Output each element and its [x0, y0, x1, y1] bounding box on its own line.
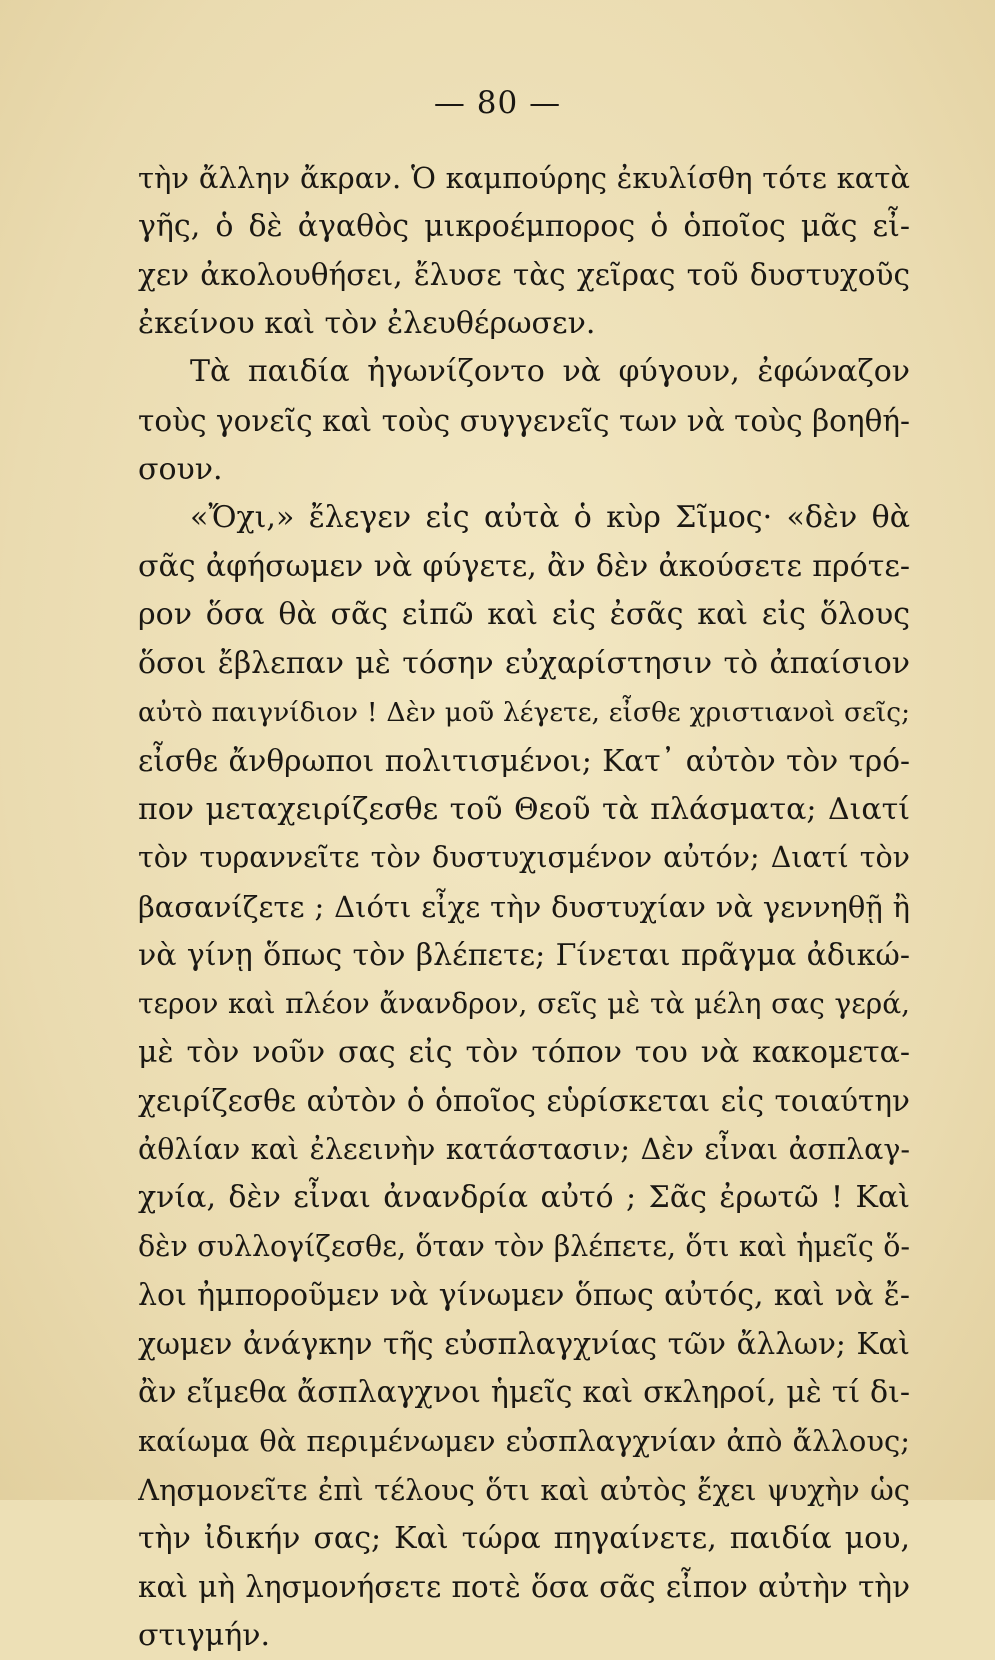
text-line: τὴν ἰδικήν σας; Καὶ τώρα πηγαίνετε, παιδία μου, [138, 1520, 910, 1556]
text-line: αὐτὸ παιγνίδιον ! Δὲν μοῦ λέγετε, εἶσθε χριστιανοὶ σεῖς; [138, 696, 910, 728]
text-line: λοι ἠμποροῦμεν νὰ γίνωμεν ὅπως αὐτός, καὶ νὰ ἔ- [138, 1277, 910, 1313]
text-line: σουν. [138, 451, 223, 487]
text-line: τοὺς γονεῖς καὶ τοὺς συγγενεῖς των νὰ τοὺς βοηθή- [138, 403, 910, 438]
text-line: καὶ μὴ λησμονήσετε ποτὲ ὅσα σᾶς εἶπον αὐτὴν τὴν [138, 1570, 910, 1605]
text-line: εἶσθε ἄνθρωποι πολιτισμένοι; Κατ᾽ αὐτὸν τὸν τρό- [138, 744, 910, 779]
text-line: χωμεν ἀνάγκην τῆς εὐσπλαγχνίας τῶν ἄλλων; Καὶ [138, 1327, 910, 1362]
body-text [138, 154, 910, 1660]
text-line: χεν ἀκολουθήσει, ἔλυσε τὰς χεῖρας τοῦ δυστυχοῦς [138, 258, 910, 293]
text-line: ρον ὅσα θὰ σᾶς εἰπῶ καὶ εἰς ἐσᾶς καὶ εἰς ὅλους [138, 597, 910, 633]
text-line: τερον καὶ πλέον ἄνανδρον, σεῖς μὲ τὰ μέλη σας γερά, [138, 987, 910, 1021]
text-line: ἂν εἴμεθα ἄσπλαγχνοι ἡμεῖς καὶ σκληροί, μὲ τί δι- [138, 1374, 910, 1410]
text-line: ὅσοι ἔβλεπαν μὲ τόσην εὐχαρίστησιν τὸ ἀπαίσιον [138, 645, 910, 681]
text-line: χνία, δὲν εἶναι ἀνανδρία αὐτό ; Σᾶς ἐρωτῶ ! Καὶ [138, 1180, 910, 1216]
text-line: νὰ γίνῃ ὅπως τὸν βλέπετε; Γίνεται πρᾶγμα ἀδικώ- [138, 937, 910, 973]
text-line: τὴν ἄλλην ἄκραν. Ὁ καμπούρης ἐκυλίσθη τότε κατὰ [138, 161, 910, 195]
text-line: γῆς, ὁ δὲ ἀγαθὸς μικρoέμπορος ὁ ὁποῖος μᾶς εἶ- [138, 208, 910, 244]
text-line: βασανίζετε ; Διότι εἶχε τὴν δυστυχίαν νὰ γεννηθῇ ἢ [138, 889, 910, 924]
paragraph-start-line: «Ὄχι,» ἔλεγεν εἰς αὐτὰ ὁ κὺρ Σῖμος· «δὲν θὰ [190, 500, 910, 536]
text-line: χειρίζεσθε αὐτὸν ὁ ὁποῖος εὑρίσκεται εἰς τοιαύτην [138, 1084, 910, 1119]
text-line: τὸν τυραννεῖτε τὸν δυστυχισμένον αὐτόν; Διατί τὸν [138, 841, 910, 875]
text-line: στιγμήν. [138, 1617, 271, 1653]
text-line: ἐκείνου καὶ τὸν ἐλευθέρωσεν. [138, 305, 596, 341]
page-number: — 80 — [433, 85, 562, 121]
text-line: καίωμα θὰ περιμένωμεν εὐσπλαγχνίαν ἀπὸ ἄλλους; [138, 1424, 910, 1459]
paragraph-start-line: Τὰ παιδία ἠγωνίζοντο νὰ φύγουν, ἐφώναζον [190, 354, 910, 390]
text-line: δὲν συλλογίζεσθε, ὅταν τὸν βλέπετε, ὅτι καὶ ἡμεῖς ὅ- [138, 1230, 910, 1264]
text-line: σᾶς ἀφήσωμεν νὰ φύγετε, ἂν δὲν ἀκούσετε πρότε- [138, 548, 910, 584]
text-line: πον μεταχειρίζεσθε τοῦ Θεοῦ τὰ πλάσματα; Διατί [138, 791, 910, 827]
text-line: Λησμονεῖτε ἐπὶ τέλους ὅτι καὶ αὐτὸς ἔχει ψυχὴν ὡς [138, 1473, 910, 1508]
text-line: ἀθλίαν καὶ ἐλεεινὴν κατάστασιν; Δὲν εἶναι ἀσπλαγ- [138, 1132, 910, 1166]
text-line: μὲ τὸν νοῦν σας εἰς τὸν τόπον του νὰ κακομετα- [138, 1034, 910, 1070]
